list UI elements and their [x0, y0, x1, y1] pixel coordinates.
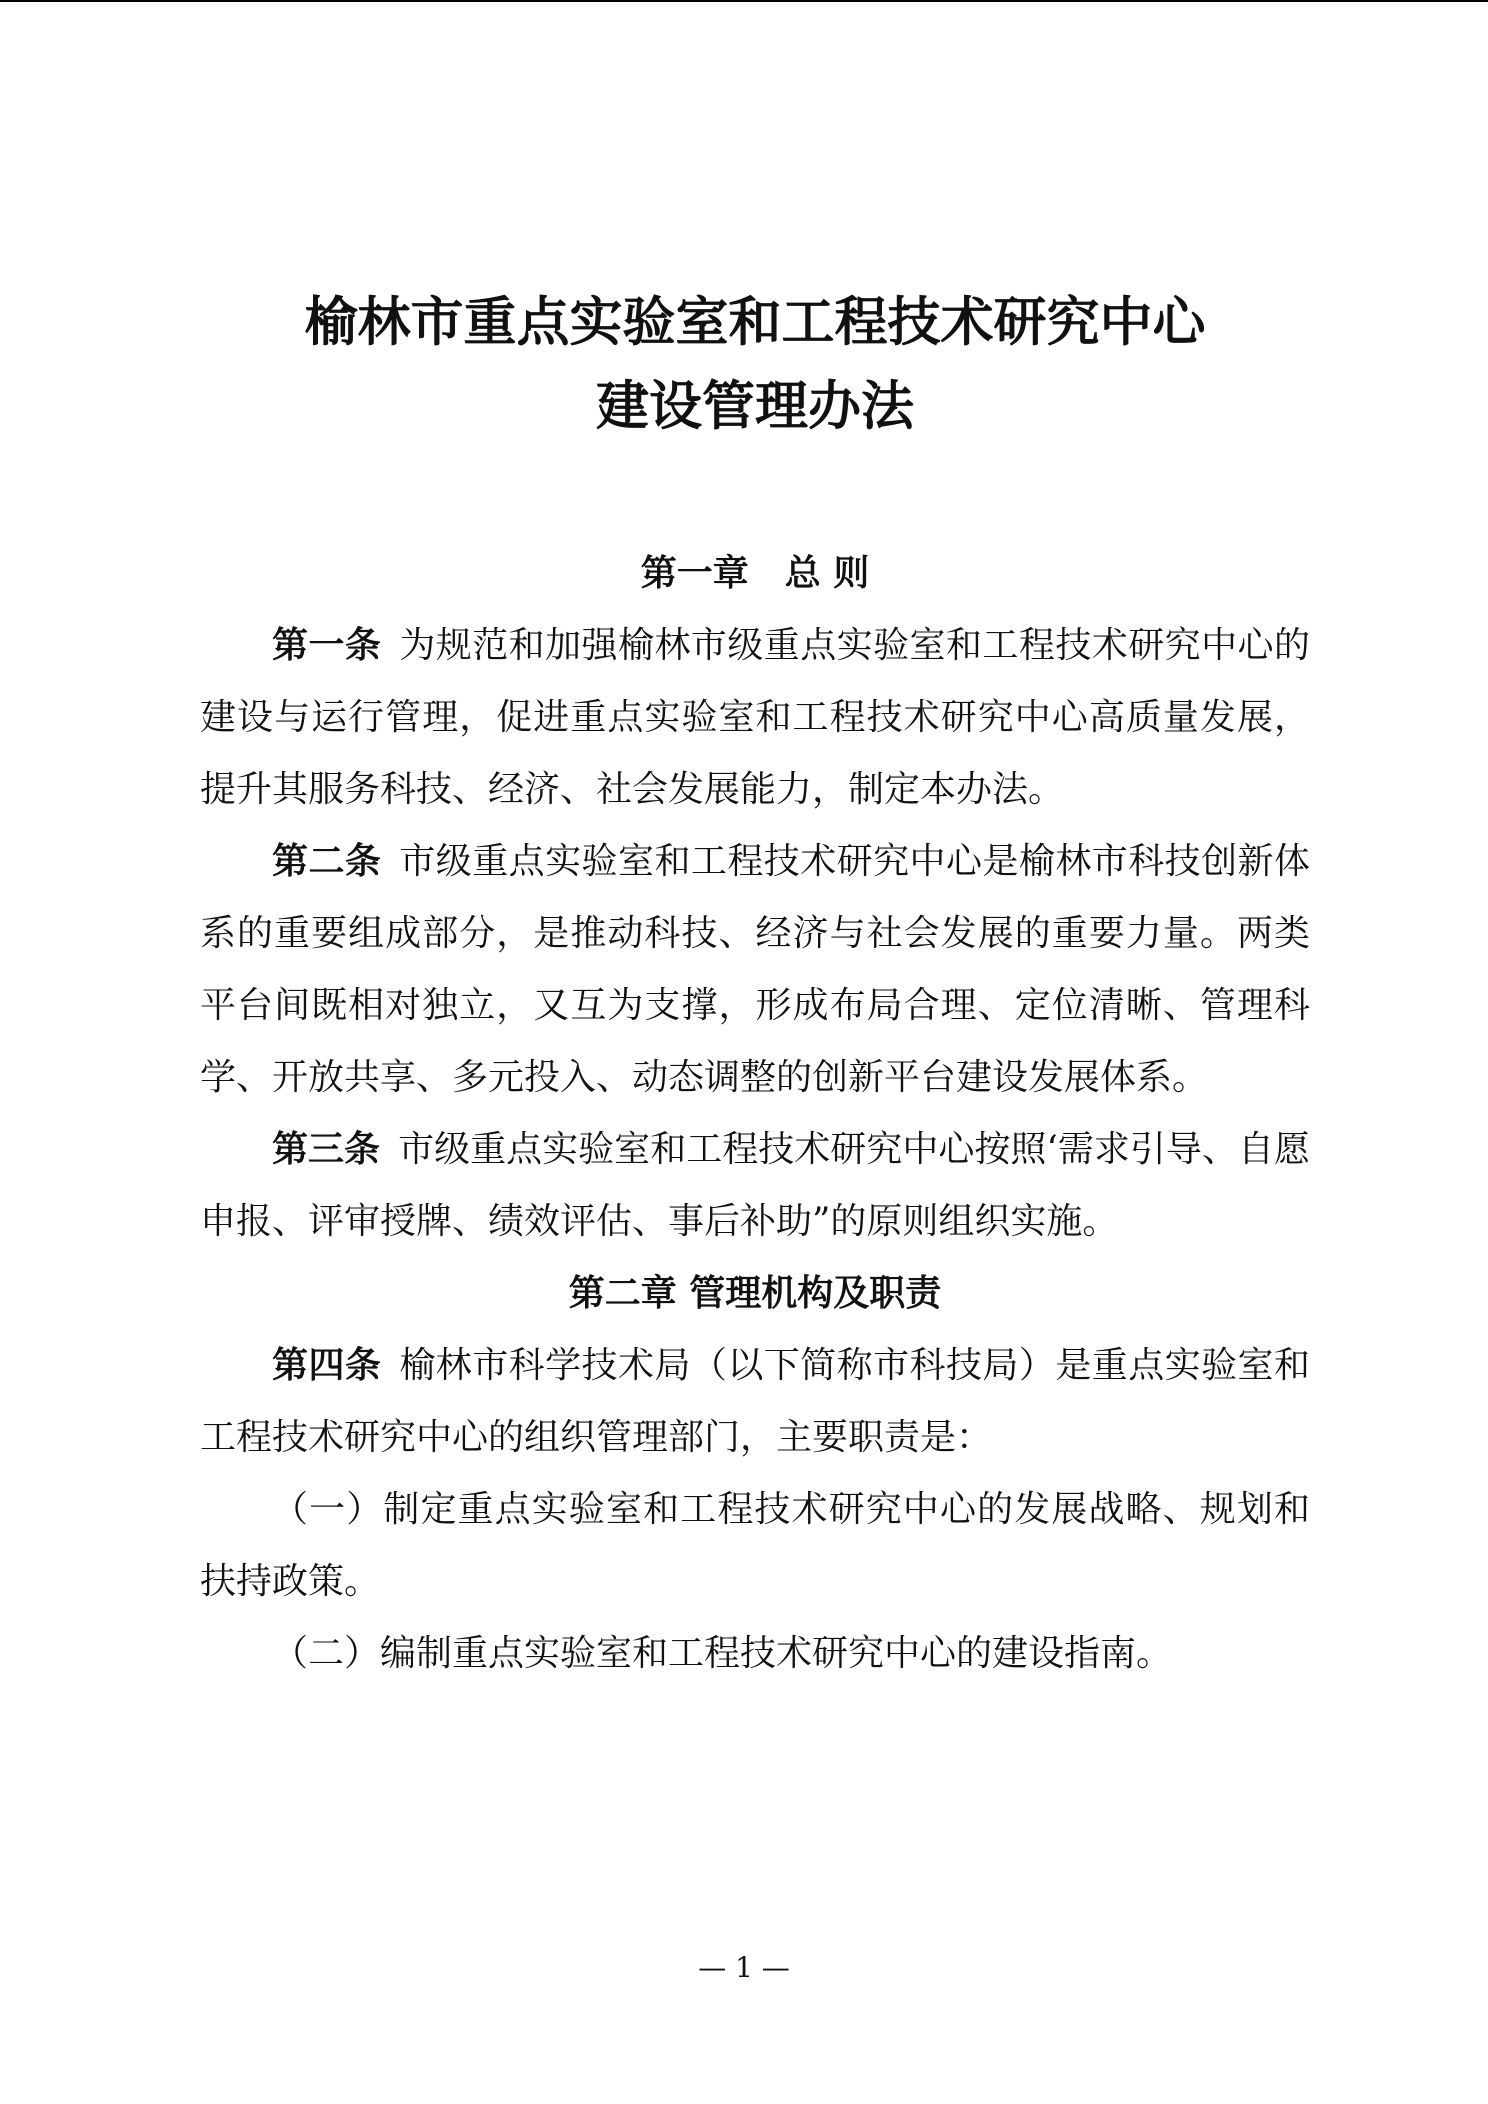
article-2: [200, 826, 1310, 1114]
page-number: — 1 —: [698, 1951, 790, 1984]
article-label: 第二条: [272, 841, 382, 882]
title-line-1: 榆林市重点实验室和工程技术研究中心: [304, 291, 1206, 353]
chapter-heading-1: 第一章 总 则: [640, 553, 870, 594]
article-4: [200, 1330, 1310, 1474]
article-text: 为规范和加强榆林市级重点实验室和工程技术研究中心的建设与运行管理，促进重点实验室和工程技术研究中心高质量发展，提升其服务科技、经济、社会发展能力，制定本办法。: [200, 625, 1310, 810]
article-3: [200, 1114, 1310, 1258]
list-item-1: （一）制定重点实验室和工程技术研究中心的发展战略、规划和扶持政策。: [200, 1489, 1310, 1602]
list-item-2: （二）编制重点实验室和工程技术研究中心的建设指南。: [272, 1633, 1173, 1674]
article-text: 市级重点实验室和工程技术研究中心是榆林市科技创新体系的重要组成部分，是推动科技、经济与社会发展的重要力量。两类平台间既相对独立，又互为支撑，形成布局合理、定位清晰、管理科学、开放共享、多元投入、动态调整的创新平台建设发展体系。: [200, 841, 1310, 1098]
article-1: [200, 610, 1310, 826]
document-title: [200, 280, 1310, 448]
article-label: 第四条: [272, 1345, 382, 1386]
chapter-heading-2: 第二章 管理机构及职责: [568, 1273, 942, 1314]
article-label: 第三条: [272, 1129, 381, 1170]
top-border-line: [0, 0, 1488, 2]
title-line-2: 建设管理办法: [596, 375, 914, 437]
article-label: 第一条: [272, 625, 382, 666]
article-text: 市级重点实验室和工程技术研究中心按照‘需求引导、自愿申报、评审授牌、绩效评估、事后补助”的原则组织实施。: [200, 1129, 1310, 1242]
document-page: [200, 280, 1310, 1690]
article-text: 榆林市科学技术局（以下简称市科技局）是重点实验室和工程技术研究中心的组织管理部门，主要职责是：: [200, 1345, 1310, 1458]
